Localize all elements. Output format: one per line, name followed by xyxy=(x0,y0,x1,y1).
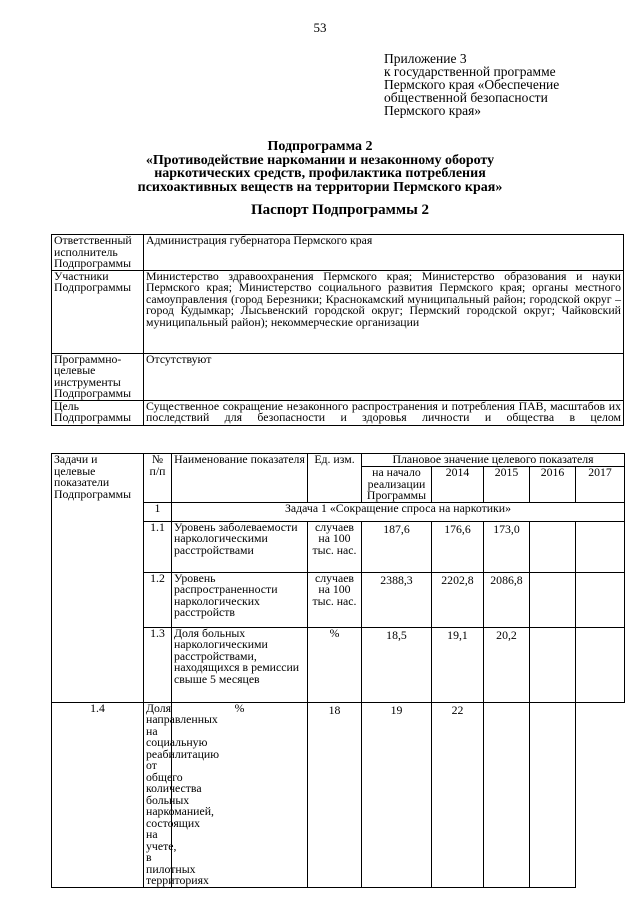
row-start: 18,5 xyxy=(362,627,432,702)
header-unit: Ед. изм. xyxy=(308,454,362,503)
passport-row xyxy=(52,270,624,353)
row-name: Уровень заболеваемости наркологическими расстройствами xyxy=(172,521,308,572)
header-name: Наименование показателя xyxy=(172,454,308,503)
passport-label: Программно-целевые инструменты Подпрограммы xyxy=(52,353,144,400)
heading-line: «Противодействие наркомании и незаконному обороту xyxy=(145,152,495,168)
header-num: № п/п xyxy=(144,454,172,503)
passport-value: Существенное сокращение незаконного распространения и потребления ПАВ, масштабов их последствий для безопасности и здоровья личности и общества в целом xyxy=(144,400,624,425)
passport-label: Ответственный исполнитель Подпрограммы xyxy=(52,235,144,271)
passport-value: Министерство здравоохранения Пермского края; Министерство образования и науки Пермского края; Министерство социального развития Пермского края; органы местного самоуправления (город Березники; Краснокамский муниципальный район; городской округ – город Кудымкар; Лысьвенский городской округ; Пермский городской округ; Чайковский муниципальный район); некоммерческие организации xyxy=(144,270,624,353)
passport-row xyxy=(52,400,624,425)
row-num: 1.4 xyxy=(52,702,144,887)
row-num: 1.1 xyxy=(144,521,172,572)
row-2014: 176,6 xyxy=(432,521,484,572)
row-num: 1.2 xyxy=(144,572,172,627)
row-2017 xyxy=(530,702,576,887)
row-unit: случаев на 100 тыс. нас. xyxy=(308,521,362,572)
row-unit: % xyxy=(308,627,362,702)
row-start: 187,6 xyxy=(362,521,432,572)
row-unit: % xyxy=(172,702,308,887)
appendix-line: к государственной программе xyxy=(384,64,556,79)
row-name: Доля больных наркологическими расстройствами, находящихся в ремиссии свыше 5 месяцев xyxy=(172,627,308,702)
row-name: Уровень распространенности наркологических расстройств xyxy=(172,572,308,627)
appendix-line: общественной безопасности xyxy=(384,90,548,105)
passport-row xyxy=(52,235,624,271)
row-2016 xyxy=(530,627,576,702)
passport-value: Отсутствуют xyxy=(144,353,624,400)
header-year: 2015 xyxy=(484,467,530,503)
heading-line: наркотических средств, профилактика потребления xyxy=(154,166,486,181)
row-unit: случаев на 100 тыс. нас. xyxy=(308,572,362,627)
row-2017 xyxy=(576,521,625,572)
task-num: 1 xyxy=(144,502,172,521)
row-name: Доля направленных на социальную реабилитацию от общего количества больных наркоманией, состоящих на учете, в пилотных территориях xyxy=(144,702,172,887)
header-year: 2017 xyxy=(576,467,625,503)
header-row xyxy=(52,454,625,467)
header-year: 2016 xyxy=(530,467,576,503)
passport-table xyxy=(51,234,624,426)
row-2014: 2202,8 xyxy=(432,572,484,627)
row-2015: 2086,8 xyxy=(484,572,530,627)
row-2016 xyxy=(530,521,576,572)
goals-label: Задачи и целевые показатели Подпрограммы xyxy=(52,454,144,703)
row-2016 xyxy=(530,572,576,627)
row-start: 2388,3 xyxy=(362,572,432,627)
task-title: Задача 1 «Сокращение спроса на наркотики» xyxy=(172,502,625,521)
header-start: на начало реализации Программы xyxy=(362,467,432,503)
row-2015: 22 xyxy=(432,702,484,887)
heading-line: Подпрограмма 2 xyxy=(267,139,373,154)
subprogram-heading xyxy=(40,140,600,194)
appendix-line: Пермского края» xyxy=(384,103,482,118)
table-row xyxy=(52,702,625,887)
row-2014: 19 xyxy=(362,702,432,887)
row-2015: 173,0 xyxy=(484,521,530,572)
page-number: 53 xyxy=(313,20,327,35)
passport-row xyxy=(52,353,624,400)
row-2014: 19,1 xyxy=(432,627,484,702)
row-start: 18 xyxy=(308,702,362,887)
appendix-line: Пермского края «Обеспечение xyxy=(384,77,560,92)
passport-label: Цель Подпрограммы xyxy=(52,400,144,425)
heading-line: психоактивных веществ на территории Пермского края» xyxy=(137,179,503,195)
row-2015: 20,2 xyxy=(484,627,530,702)
row-2017 xyxy=(576,572,625,627)
header-year: 2014 xyxy=(432,467,484,503)
row-2016 xyxy=(484,702,530,887)
passport-title: Паспорт Подпрограммы 2 xyxy=(250,202,430,218)
appendix-line: Приложение 3 xyxy=(384,51,467,66)
passport-label: Участники Подпрограммы xyxy=(52,270,144,353)
passport-value: Администрация губернатора Пермского края xyxy=(144,235,624,271)
header-planned: Плановое значение целевого показателя xyxy=(362,454,625,467)
row-num: 1.3 xyxy=(144,627,172,702)
row-2017 xyxy=(576,627,625,702)
goals-table xyxy=(51,453,625,888)
appendix-note xyxy=(384,52,604,117)
